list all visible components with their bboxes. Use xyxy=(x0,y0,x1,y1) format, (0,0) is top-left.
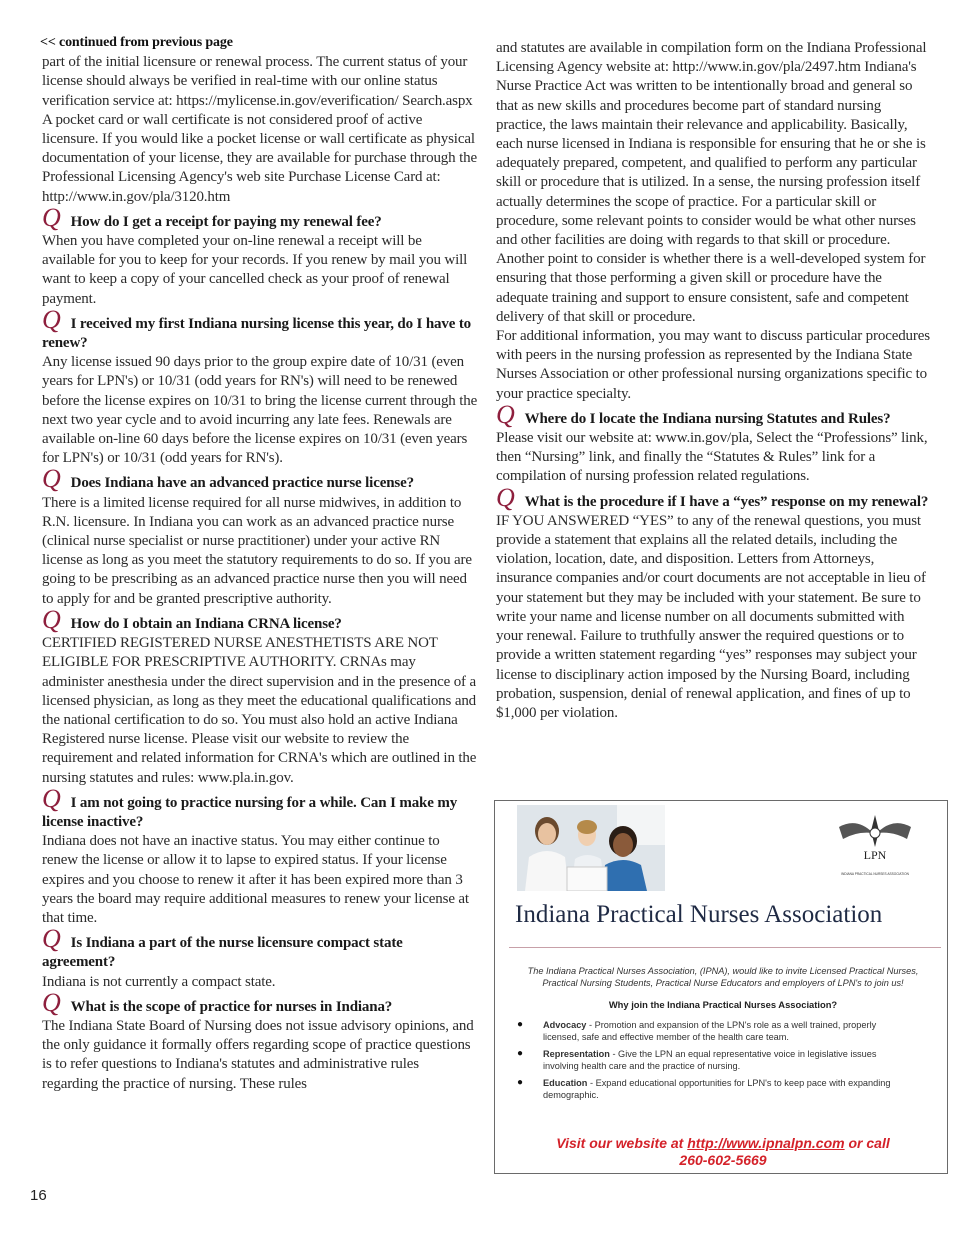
bullet-icon: ● xyxy=(517,1077,524,1088)
left-column xyxy=(42,33,478,1094)
q-mark-icon: Q xyxy=(42,987,61,1017)
benefits-list xyxy=(517,1019,907,1106)
question-heading xyxy=(42,783,478,832)
q-mark-icon: Q xyxy=(42,604,61,634)
question-text: I am not going to practice nursing for a while. Can I make my license inactive? xyxy=(42,794,458,830)
nurses-photo xyxy=(517,805,665,891)
question-text: What is the procedure if I have a “yes” response on my renewal? xyxy=(524,493,929,510)
intro-paragraph-2: A pocket card or wall certificate is not considered proof of active licensure. If you would like a pocket license or wall certificate as physical documentation of your license, they are available for purchase through the Professional Licensing Agency's web site Purchase License Card at: http://www.in.gov/pla/3120.htm xyxy=(42,111,477,205)
question-heading xyxy=(496,399,932,429)
benefit-term: Advocacy xyxy=(543,1020,587,1030)
lpn-logo-graphic xyxy=(827,809,923,885)
answer-text: Indiana is not currently a compact state. xyxy=(42,973,276,990)
bullet-icon: ● xyxy=(517,1048,524,1059)
q-mark-icon: Q xyxy=(42,464,61,494)
answer-text: There is a limited license required for all nurse midwives, in addition to R.N. licensure. In Indiana you can work as an advanced practice nurse (clinical nurse specialist or nurse practitioner) under your active RN license as long as you meet the statutory requirements to do so. If you are going to be prescribing as an advanced practice nurse then you will need to apply for and be granted prescriptive authority. xyxy=(42,494,472,607)
right-column xyxy=(496,39,932,723)
benefit-text: - Give the LPN an equal representative voice in legislative issues involving health care and the practice of nursing. xyxy=(543,1049,877,1071)
bullet-icon: ● xyxy=(517,1019,524,1030)
question-heading xyxy=(496,482,932,512)
logo-lpn-text: LPN xyxy=(863,848,887,862)
question-heading xyxy=(42,987,478,1017)
answer-text: When you have completed your on-line renewal a receipt will be available for you to keep for your records. If you renew by mail you will want to keep a copy of your cancelled check as your proof of renewal payment. xyxy=(42,233,468,307)
question-heading xyxy=(42,464,478,494)
question-heading xyxy=(42,304,478,353)
website-link[interactable]: http://www.ipnalpn.com xyxy=(687,1135,845,1151)
visit-prefix: Visit our website at xyxy=(556,1135,688,1151)
question-text: I received my first Indiana nursing license this year, do I have to renew? xyxy=(42,315,472,352)
answer-text: IF YOU ANSWERED “YES” to any of the renewal questions, you must provide a statement that explains all the related details, including the violation, location, date, and disposition. Letters from Attorneys, insurance companies and/or court documents are not acceptable in lieu of your statement but they may be included with your statement. Be sure to write your name and license number on all documents submitted with your renewal. Failure to truthfully answer the required questions or to provide a written statement regarding “yes” responses may subject your license to disciplinary action imposed by the Nursing Board, including probation, suspension, denial of renewal application, and fines of up to $1,000 per violation. xyxy=(496,512,926,721)
answer-text: CERTIFIED REGISTERED NURSE ANESTHETISTS ARE NOT ELIGIBLE FOR PRESCRIPTIVE AUTHORITY. CRNAs may administer anesthesia under the direct supervision and in the presence of a licensed physician, as long as they meet the educational qualifications and the national certification to do so. You must also hold an active Indiana Registered nurse license. Please visit our website to review the requirement and related information for CRNA's which are outlined in the nursing statutes and rules: www.pla.in.gov. xyxy=(42,635,477,786)
q-mark-icon: Q xyxy=(42,202,61,232)
list-item xyxy=(517,1048,907,1072)
q-mark-icon: Q xyxy=(496,482,515,512)
question-heading xyxy=(42,924,478,972)
benefit-term: Representation xyxy=(543,1049,610,1059)
ad-why-heading: Why join the Indiana Practical Nurses Association? xyxy=(608,999,838,1010)
additional-info-paragraph: For additional information, you may want to discuss particular procedures with peers in the nursing profession as represented by the Indiana State Nurses Association or other professional nursing organizations specific to your practice specialty. xyxy=(496,328,930,402)
page-number: 16 xyxy=(30,1187,47,1204)
answer-text: The Indiana State Board of Nursing does not issue advisory opinions, and the only guidance it formally offers regarding scope of practice questions is to refer questions to Indiana's statutes and administrative rules regarding the practice of nursing. These rules xyxy=(42,1017,474,1092)
list-item xyxy=(517,1019,907,1043)
divider xyxy=(509,947,941,948)
q-mark-icon: Q xyxy=(42,783,61,813)
question-heading xyxy=(42,202,478,232)
nurses-photo-illustration xyxy=(517,805,665,891)
ipna-advertisement xyxy=(494,800,948,1174)
q-mark-icon: Q xyxy=(496,399,515,429)
logo-caption-text: INDIANA PRACTICAL NURSES ASSOCIATION xyxy=(841,872,909,876)
question-text: Where do I locate the Indiana nursing Statutes and Rules? xyxy=(524,410,891,427)
visit-suffix: or call xyxy=(844,1135,890,1151)
benefit-text: - Expand educational opportunities for LPN's to keep pace with expanding demographic. xyxy=(543,1078,891,1100)
visit-cta xyxy=(517,1135,929,1169)
answer-text: Indiana does not have an inactive status. You may either continue to renew the license or allow it to lapse to expired status. If your license expires and you choose to renew it after it has been expired more than 3 years the board may require additional measures to renew your license at that time. xyxy=(42,833,469,926)
answer-text: Any license issued 90 days prior to the group expire date of 10/31 (even years for LPN's) or 10/31 (odd years for RN's) will need to be renewed before the license expires on 10/31 to bring the license current through the next two year cycle and to avoid incurring any late fees. Renewals are available on-line 60 days before the license expires on 10/31 (even years for LPN's) or 10/31 (odd years for RN's). xyxy=(42,354,478,467)
intro-paragraph-1: part of the initial licensure or renewal process. The current status of your license should always be verified in real-time with our online status verification service at: https://mylicense.in.gov/everification/ Search.aspx xyxy=(42,54,473,109)
q-mark-icon: Q xyxy=(42,304,61,334)
continued-label: << continued from previous page xyxy=(40,35,233,50)
question-text: How do I obtain an Indiana CRNA license? xyxy=(70,615,342,632)
answer-text: Please visit our website at: www.in.gov/pla, Select the “Professions” link, then “Nursing” link, and finally the “Statutes & Rules” link for a compilation of nursing profession related regulations. xyxy=(496,430,928,485)
phone-number: 260-602-5669 xyxy=(679,1152,767,1168)
question-heading xyxy=(42,604,478,634)
list-item xyxy=(517,1077,907,1101)
q-mark-icon: Q xyxy=(42,924,61,954)
ad-intro: The Indiana Practical Nurses Association, (IPNA), would like to invite Licensed Practical Nurses, Practical Nursing Students, Practical Nurse Educators and employers of LPN's to join us! xyxy=(527,966,919,988)
ad-title: Indiana Practical Nurses Association xyxy=(515,901,883,928)
benefit-term: Education xyxy=(543,1078,588,1088)
question-text: Does Indiana have an advanced practice nurse license? xyxy=(70,475,414,492)
benefit-text: - Promotion and expansion of the LPN's role as a well trained, properly licensed, safe and effective member of the health care team. xyxy=(543,1020,877,1042)
question-text: Is Indiana a part of the nurse licensure compact state agreement? xyxy=(42,935,403,971)
question-text: What is the scope of practice for nurses in Indiana? xyxy=(70,998,393,1015)
question-text: How do I get a receipt for paying my renewal fee? xyxy=(70,213,382,230)
scope-paragraph: and statutes are available in compilation form on the Indiana Professional Licensing Agency website at: http://www.in.gov/pla/2497.htm Indiana's Nurse Practice Act was written to be intentionally broad and general so that as new skills and procedures become part of standard nursing practice, the laws maintain their relevance and applicability. Basically, each nurse licensed in Indiana is responsible for ensuring that he or she is adequately prepared, competent, and qualified to perform any particular skill or procedure that is utilized. In a sense, the nursing profession itself actually determines the scope of practice. For a particular skill or procedure, some relevant points to consider would be what other nurses and other facilities are doing with regards to that skill or procedure. Another point to consider is whether there is a well-developed system for ensuring that those performing a given skill or procedure have the adequate training and support to ensure consistent, safe and competent delivery of that skill or procedure. xyxy=(496,40,927,325)
lpn-association-logo xyxy=(827,809,923,885)
